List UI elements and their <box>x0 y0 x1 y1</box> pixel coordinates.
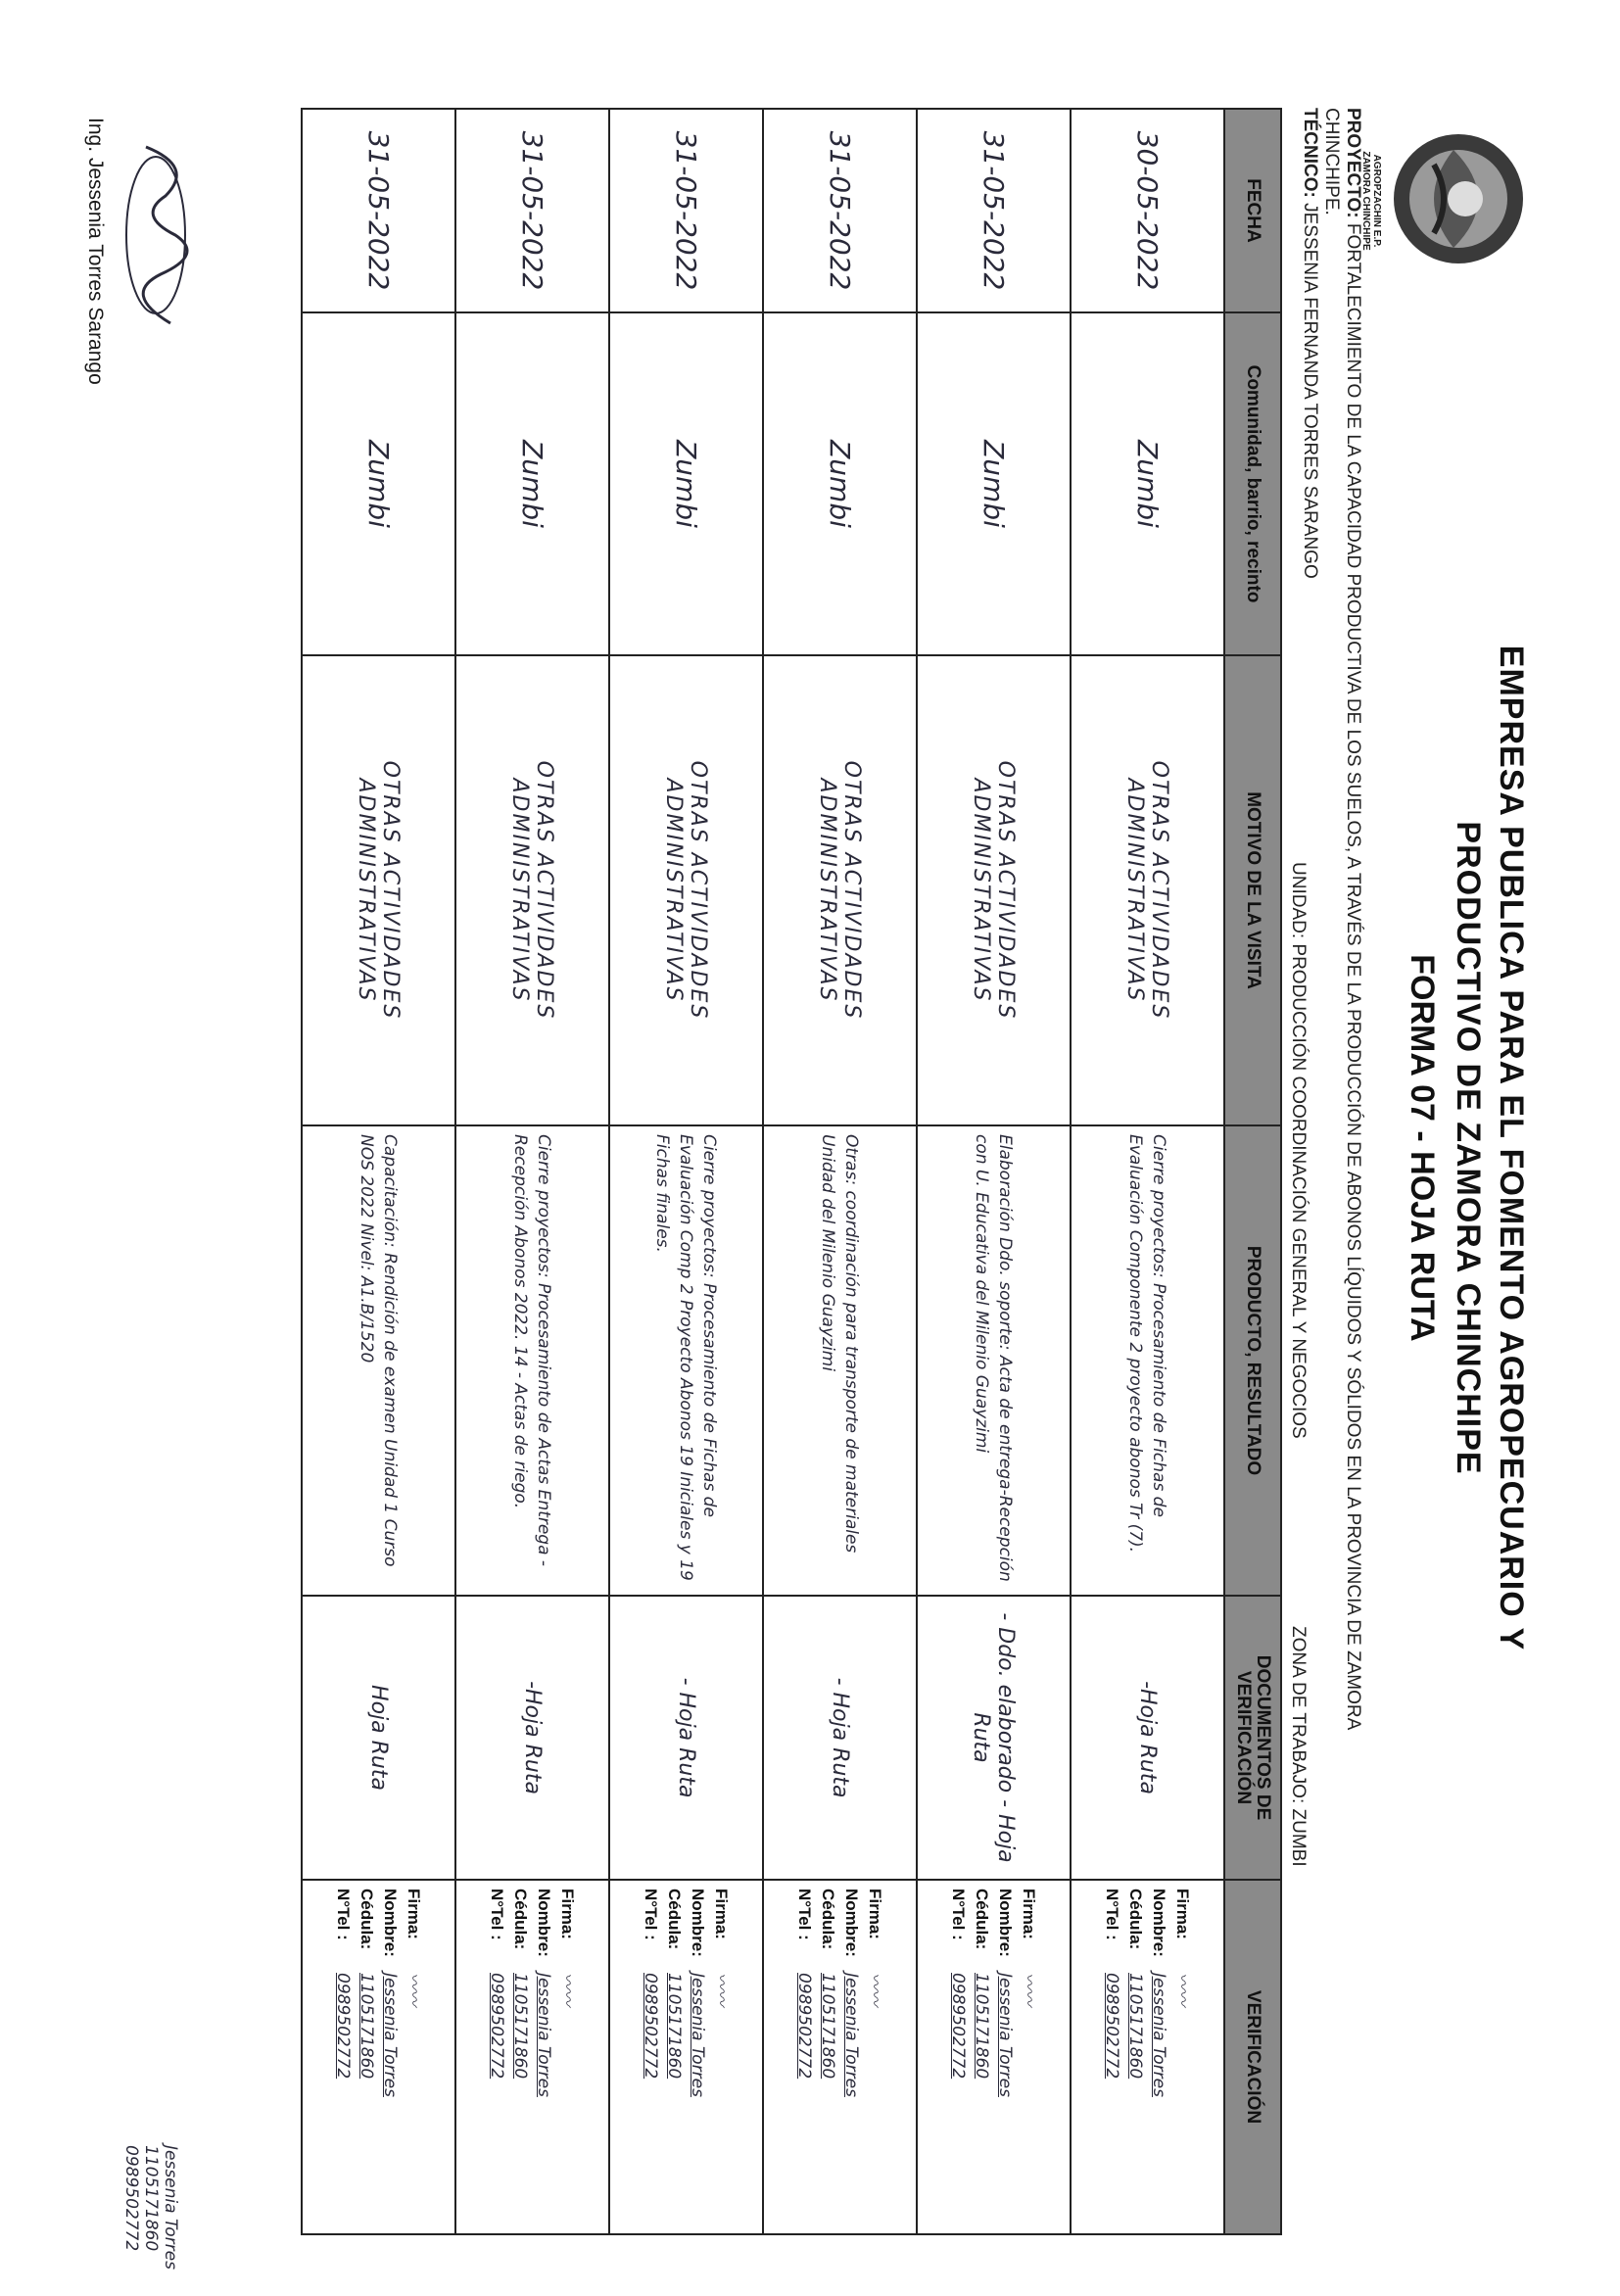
title-line-2: PRODUCTIVO DE ZAMORA CHINCHIPE <box>1450 821 1487 1475</box>
firma-line <box>556 1889 580 2225</box>
route-sheet-table <box>301 108 1282 2235</box>
cell-comunidad: Zumbi <box>609 312 763 655</box>
cedula-label: Cédula: <box>973 1889 992 1950</box>
firma-label: Firma: <box>405 1889 424 1939</box>
header-verificacion: VERIFICACIÓN <box>1224 1880 1281 2234</box>
cedula-label: Cédula: <box>1126 1889 1146 1950</box>
unidad-line: UNIDAD: PRODUCCIÓN COORDINACIÓN GENERAL Y NEGOCIOS <box>1288 862 1309 1439</box>
cell-verificacion <box>763 1880 917 2234</box>
signature-icon: 〰〰 <box>865 1973 885 2006</box>
tel-label: N°Tel : <box>488 1889 507 1940</box>
header-comunidad: Comunidad, barrio, recinto <box>1224 312 1281 655</box>
nombre-label: Nombre: <box>1150 1889 1169 1957</box>
cell-producto: Capacitación: Rendición de examen Unidad 1 Curso NOS 2022 Nivel: A1.B/1520 <box>302 1125 455 1596</box>
proyecto-label: PROYECTO: <box>1343 108 1363 218</box>
cedula-label: Cédula: <box>511 1889 531 1950</box>
cedula-value: 1105171860 <box>510 1973 531 2080</box>
table-header-row <box>1224 109 1281 2234</box>
header-producto: PRODUCTO, RESULTADO <box>1224 1125 1281 1596</box>
cell-verificacion <box>609 1880 763 2234</box>
nombre-label: Nombre: <box>381 1889 401 1957</box>
nombre-line <box>840 1889 864 2225</box>
tel-label: N°Tel : <box>334 1889 354 1940</box>
nombre-value: Jessenia Torres <box>995 1973 1016 2097</box>
cell-documentos: -Hoja Ruta <box>455 1596 609 1880</box>
cell-producto: Otras: coordinación para transporte de materiales Unidad del Milenio Guayzimi <box>763 1125 917 1596</box>
cell-motivo: OTRAS ACTIVIDADES ADMINISTRATIVAS <box>302 655 455 1125</box>
extra-note-tel: 0989502772 <box>121 2145 141 2252</box>
cedula-value: 1105171860 <box>972 1973 992 2080</box>
tel-line <box>793 1889 817 2225</box>
nombre-line <box>687 1889 710 2225</box>
cedula-line <box>817 1889 840 2225</box>
cell-fecha: 31-05-2022 <box>609 109 763 312</box>
cell-documentos: -Hoja Ruta <box>1071 1596 1224 1880</box>
extra-signature-note <box>121 2145 180 2270</box>
cell-comunidad: Zumbi <box>917 312 1071 655</box>
nombre-line <box>533 1889 556 2225</box>
tel-line <box>332 1889 356 2225</box>
tel-label: N°Tel : <box>1103 1889 1122 1940</box>
header-fecha: FECHA <box>1224 109 1281 312</box>
firma-label: Firma: <box>712 1889 732 1939</box>
tel-value: 0989502772 <box>794 1973 815 2080</box>
nombre-value: Jessenia Torres <box>380 1973 401 2097</box>
signature-icon: 〰〰 <box>711 1973 732 2006</box>
nombre-label: Nombre: <box>535 1889 554 1957</box>
cell-motivo: OTRAS ACTIVIDADES ADMINISTRATIVAS <box>763 655 917 1125</box>
cedula-value: 1105171860 <box>357 1973 377 2080</box>
firma-line <box>710 1889 734 2225</box>
cell-fecha: 31-05-2022 <box>455 109 609 312</box>
table-row <box>455 109 609 2234</box>
cell-verificacion <box>302 1880 455 2234</box>
header-documentos: DOCUMENTOS DE VERIFICACIÓN <box>1224 1596 1281 1880</box>
cell-comunidad: Zumbi <box>1071 312 1224 655</box>
cell-motivo: OTRAS ACTIVIDADES ADMINISTRATIVAS <box>1071 655 1224 1125</box>
signature-icon: 〰〰 <box>557 1973 578 2006</box>
nombre-value: Jessenia Torres <box>841 1973 862 2097</box>
cell-motivo: OTRAS ACTIVIDADES ADMINISTRATIVAS <box>609 655 763 1125</box>
cedula-line <box>356 1889 379 2225</box>
firma-label: Firma: <box>558 1889 578 1939</box>
cell-documentos: - Hoja Ruta <box>763 1596 917 1880</box>
tel-label: N°Tel : <box>795 1889 815 1940</box>
proyecto-line <box>1342 108 1363 2214</box>
nombre-label: Nombre: <box>996 1889 1016 1957</box>
cedula-value: 1105171860 <box>664 1973 685 2080</box>
cell-producto: Cierre proyectos: Procesamiento de Fichas de Evaluación Componente 2 proyecto abonos Tr (7). <box>1071 1125 1224 1596</box>
signature-icon: 〰〰 <box>1019 1973 1039 2006</box>
cell-fecha: 31-05-2022 <box>302 109 455 312</box>
cell-documentos: - Hoja Ruta <box>609 1596 763 1880</box>
tel-line <box>947 1889 971 2225</box>
nombre-label: Nombre: <box>842 1889 862 1957</box>
cedula-line <box>509 1889 533 2225</box>
proyecto-value: FORTALECIMIENTO DE LA CAPACIDAD PRODUCTIVA DE LOS SUELOS, A TRAVÉS DE LA PRODUCCIÓN DE ABONOS LÍQUIDOS Y SÓLIDOS EN LA PROVINCIA DE ZAMORA <box>1343 222 1363 1731</box>
tel-value: 0989502772 <box>487 1973 507 2080</box>
cell-comunidad: Zumbi <box>455 312 609 655</box>
tecnico-line <box>1299 108 1320 579</box>
tel-value: 0989502772 <box>333 1973 354 2080</box>
extra-note-name: Jessenia Torres <box>161 2145 180 2270</box>
zona-line: ZONA DE TRABAJO: ZUMBI <box>1288 1626 1309 1867</box>
cedula-value: 1105171860 <box>818 1973 838 2080</box>
cell-producto: Cierre proyectos: Procesamiento de Fichas de Evaluación Comp 2 Proyecto Abonos 19 Iniciales y 19 Fichas finales. <box>609 1125 763 1596</box>
cedula-line <box>663 1889 687 2225</box>
firma-label: Firma: <box>1173 1889 1193 1939</box>
cell-verificacion <box>1071 1880 1224 2234</box>
proyecto-cont: CHINCHIPE. <box>1321 108 1342 215</box>
title-line-3: FORMA 07 - HOJA RUTA <box>1404 954 1441 1342</box>
cell-fecha: 30-05-2022 <box>1071 109 1224 312</box>
nombre-value: Jessenia Torres <box>534 1973 554 2097</box>
nombre-line <box>994 1889 1018 2225</box>
tel-label: N°Tel : <box>642 1889 661 1940</box>
cell-producto: Elaboración Ddo. soporte: Acta de entrega-Recepción con U. Educativa del Milenio Guayzimi <box>917 1125 1071 1596</box>
cell-comunidad: Zumbi <box>763 312 917 655</box>
firma-label: Firma: <box>1020 1889 1039 1939</box>
signature-icon: 〰〰 <box>1172 1973 1193 2006</box>
cell-motivo: OTRAS ACTIVIDADES ADMINISTRATIVAS <box>917 655 1071 1125</box>
tel-label: N°Tel : <box>949 1889 969 1940</box>
table-row <box>763 109 917 2234</box>
tel-line <box>486 1889 509 2225</box>
firma-line <box>1018 1889 1041 2225</box>
cedula-label: Cédula: <box>357 1889 377 1950</box>
firma-label: Firma: <box>866 1889 885 1939</box>
cedula-value: 1105171860 <box>1125 1973 1146 2080</box>
tecnico-label: TÉCNICO: <box>1300 108 1320 198</box>
firma-line <box>864 1889 887 2225</box>
cell-verificacion <box>455 1880 609 2234</box>
cell-fecha: 31-05-2022 <box>763 109 917 312</box>
tecnico-value: JESSENIA FERNANDA TORRES SARANGO <box>1300 203 1320 579</box>
engineer-signature-icon <box>112 137 205 333</box>
header-motivo: MOTIVO DE LA VISITA <box>1224 655 1281 1125</box>
cell-motivo: OTRAS ACTIVIDADES ADMINISTRATIVAS <box>455 655 609 1125</box>
extra-note-cedula: 1105171860 <box>141 2145 161 2252</box>
table-row <box>302 109 455 2234</box>
title-line-1: EMPRESA PUBLICA PARA EL FOMENTO AGROPECUARIO Y <box>1493 645 1530 1651</box>
cedula-label: Cédula: <box>819 1889 838 1950</box>
nombre-label: Nombre: <box>689 1889 708 1957</box>
engineer-name: Ing. Jessenia Torres Sarango <box>84 118 107 385</box>
table-row <box>1071 109 1224 2234</box>
tel-value: 0989502772 <box>1102 1973 1122 2080</box>
cell-documentos: - Ddo. elaborado - Hoja Ruta <box>917 1596 1071 1880</box>
firma-line <box>1171 1889 1195 2225</box>
cell-producto: Cierre proyectos: Procesamiento de Actas Entrega - Recepción Abonos 2022. 14 - Actas de riego. <box>455 1125 609 1596</box>
nombre-line <box>1148 1889 1171 2225</box>
logo-text: AGROPZACHIN E.P. ZAMORA CHINCHIPE <box>1360 151 1382 251</box>
cell-fecha: 31-05-2022 <box>917 109 1071 312</box>
tel-line <box>1101 1889 1124 2225</box>
nombre-value: Jessenia Torres <box>1149 1973 1169 2097</box>
cell-comunidad: Zumbi <box>302 312 455 655</box>
table-row <box>609 109 763 2234</box>
cedula-label: Cédula: <box>665 1889 685 1950</box>
table-row <box>917 109 1071 2234</box>
cell-documentos: Hoja Ruta <box>302 1596 455 1880</box>
tel-value: 0989502772 <box>948 1973 969 2080</box>
cedula-line <box>1124 1889 1148 2225</box>
nombre-value: Jessenia Torres <box>688 1973 708 2097</box>
nombre-line <box>379 1889 403 2225</box>
tel-line <box>640 1889 663 2225</box>
cedula-line <box>971 1889 994 2225</box>
cell-verificacion <box>917 1880 1071 2234</box>
firma-line <box>403 1889 426 2225</box>
signature-icon: 〰〰 <box>404 1973 424 2006</box>
tel-value: 0989502772 <box>641 1973 661 2080</box>
